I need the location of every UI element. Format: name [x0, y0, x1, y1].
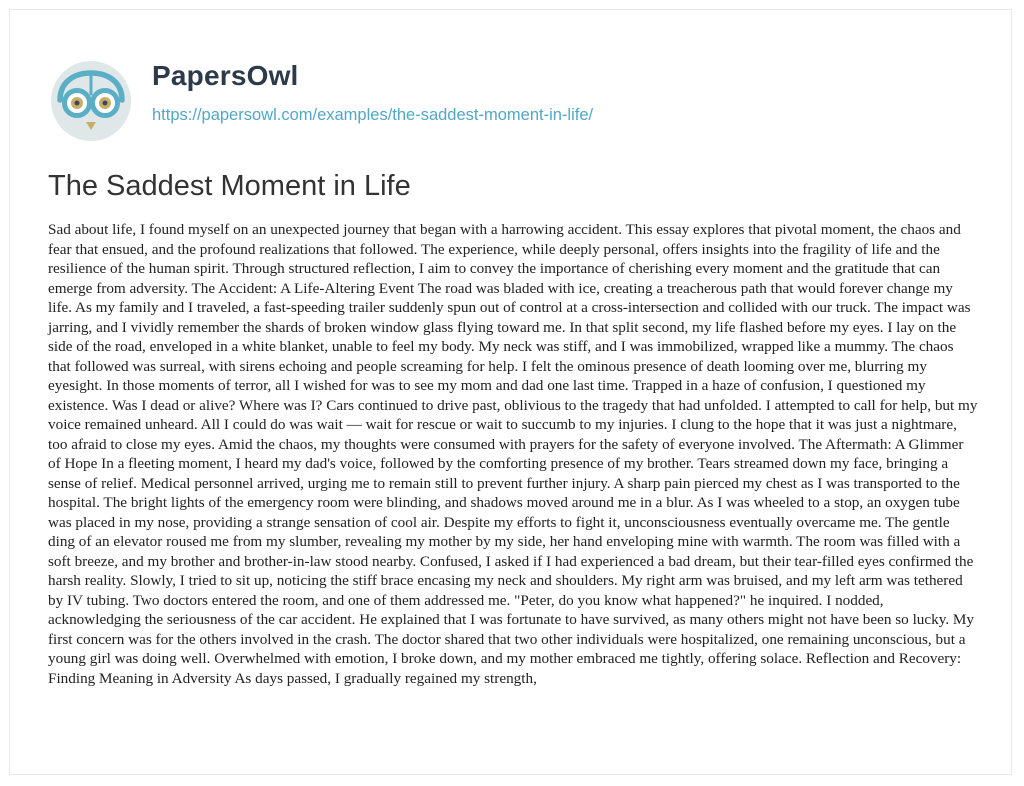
essay-body-text: Sad about life, I found myself on an unexpected journey that began with a harrowing accident. This essay explores that pivotal moment, the chaos and fear that ensued, and the profound realizations that followed. The experience, while deeply personal, offers insights into the fragility of life and the resilience of the human spirit. Through structured reflection, I aim to convey the importance of cherishing every moment and the gratitude that can emerge from adversity. The Accident: A Life-Altering Event The road was bladed with ice, creating a treacherous path that would forever change my life. As my family and I traveled, a fast-speeding trailer suddenly spun out of control at a cross-intersection and collided with our truck. The impact was jarring, and I vividly remember the shards of broken window glass flying toward me. In that split second, my life flashed before my eyes. I lay on the side of the road, enveloped in a white blanket, unable to feel my body. My neck was stiff, and I was immobilized, wrapped like a mummy. The chaos that followed was surreal, with sirens echoing and people screaming for help. I felt the ominous presence of death looming over me, blurring my eyesight. In those moments of terror, all I wished for was to see my mom and dad one last time. Trapped in a haze of confusion, I questioned my existence. Was I dead or alive? Where was I? Cars continued to drive past, oblivious to the tragedy that had unfolded. I attempted to call for help, but my voice remained unheard. All I could do was wait — wait for rescue or wait to succumb to my injuries. I clung to the hope that it was just a nightmare, too afraid to close my eyes. Amid the chaos, my thoughts were consumed with prayers for the safety of everyone involved. The Aftermath: A Glimmer of Hope In a fleeting moment, I heard my dad's voice, followed by the comforting presence of my brother. Tears streamed down my face, bringing a sense of relief. Medical personnel arrived, urging me to remain still to prevent further injury. A sharp pain pierced my chest as I was transported to the hospital. The bright lights of the emergency room were blinding, and shadows moved around me in a blur. As I was wheeled to a stop, an oxygen tube was placed in my nose, providing a strange sensation of cool air. Despite my efforts to fight it, unconsciousness eventually overcame me. The gentle ding of an elevator roused me from my slumber, revealing my mother by my side, her hand enveloping mine with warmth. The room was filled with a soft breeze, and my brother and brother-in-law stood nearby. Confused, I asked if I had experienced a bad dream, but their tear-filled eyes confirmed the harsh reality. Slowly, I tried to sit up, noticing the stiff brace encasing my neck and shoulders. My right arm was bruised, and my left arm was tethered by IV tubing. Two doctors entered the room, and one of them addressed me. "Peter, do you know what happened?" he inquired. I nodded, acknowledging the seriousness of the car accident. He explained that I was fortunate to have survived, as many others might not have been so lucky. My first concern was for the others involved in the crash. The doctor shared that two other individuals were hospitalized, one remaining unconscious, but a young girl was doing well. Overwhelmed with emotion, I broke down, and my mother embraced me tightly, offering solace. Reflection and Recovery: Finding Meaning in Adversity As days passed, I gradually regained my strength, — [48, 221, 978, 687]
owl-eyes-logo-icon — [46, 56, 136, 146]
brand-name[interactable]: PapersOwl — [152, 60, 299, 91]
essay-title: The Saddest Moment in Life — [48, 170, 411, 202]
source-url-link[interactable]: https://papersowl.com/examples/the-saddest-moment-in-life/ — [152, 106, 594, 124]
